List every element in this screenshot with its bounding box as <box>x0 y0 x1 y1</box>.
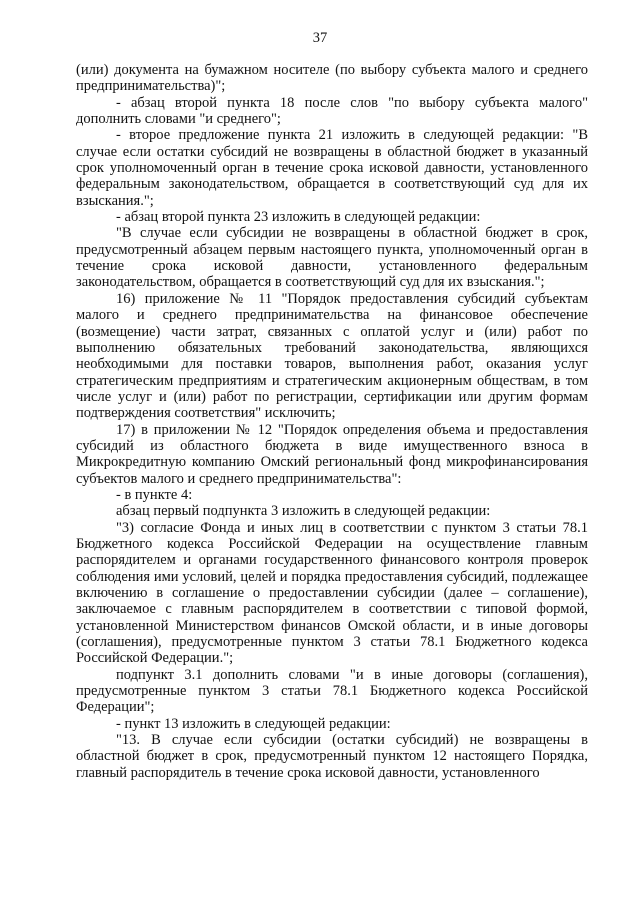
paragraph-appendix-11: 16) приложение № 11 "Порядок предоставления субсидий субъектам малого и среднего предпринимательства на финансовое обеспечение (возмещение) части затрат, связанных с оплатой услуг и (или) работ по выполнению обязательных требований законодательства, являющихся необходимыми для поставки товаров, выполнения работ, оказания услуг стратегическим предприятиям и стратегическим акционерным обществам, в том числе услуг и (или) работ по регистрации, сертификации или другим формам подтверждения соответствия" исключить; <box>76 290 588 422</box>
paragraph-subpoint-3-1: подпункт 3.1 дополнить словами "и в иные договоры (соглашения), предусмотренные пунктом 3 статьи 78.1 Бюджетного кодекса Российской Федерации"; <box>76 666 588 716</box>
document-body <box>76 62 588 781</box>
paragraph-item-23-text: "В случае если субсидии не возвращены в областной бюджет в срок, предусмотренный абзацем первым настоящего пункта, уполномоченный орган в течение срока исковой давности, установленного федеральным законодательством, обращается в соответствующий суд для их взыскания."; <box>76 225 588 291</box>
paragraph-appendix-12: 17) в приложении № 12 "Порядок определения объема и предоставления субсидий из областного бюджета в виде имущественного взноса в Микрокредитную компанию Омский региональный фонд микрофинансирования субъектов малого и среднего предпринимательства": <box>76 421 588 487</box>
page-number: 37 <box>312 30 328 46</box>
paragraph-item-21: - второе предложение пункта 21 изложить в следующей редакции: "В случае если остатки субсидий не возвращены в областной бюджет в указанный срок уполномоченный орган в течение срока исковой давности, установленного федеральным законодательством, обращается в соответствующий суд для их взыскания."; <box>76 127 588 209</box>
paragraph-point-13-intro: - пункт 13 изложить в следующей редакции: <box>116 715 391 732</box>
paragraph-item-18: - абзац второй пункта 18 после слов "по выбору субъекта малого" дополнить словами "и среднего"; <box>76 94 588 128</box>
paragraph-point-4: - в пункте 4: <box>116 486 193 503</box>
paragraph-point-13-text: "13. В случае если субсидии (остатки субсидий) не возвращены в областной бюджет в срок, предусмотренный пунктом 12 настоящего Порядка, главный распорядитель в течение срока исковой давности, установленного <box>76 732 588 781</box>
paragraph-subpoint-3-intro: абзац первый подпункта 3 изложить в следующей редакции: <box>116 503 491 520</box>
paragraph-subpoint-3-text: "3) согласие Фонда и иных лиц в соответствии с пунктом 3 статьи 78.1 Бюджетного кодекса Российской Федерации на осуществление главным распорядителем и органами государственного финансового контроля проверок соблюдения ими условий, целей и порядка предоставления субсидий, подлежащее включению в соглашение о предоставлении субсидии (далее – соглашение), заключаемое с главным распорядителем в соответствии с типовой формой, установленной Министерством финансов Омской области, и в иные договоры (соглашения), предусмотренные пунктом 3 статьи 78.1 Бюджетного кодекса Российской Федерации."; <box>76 519 588 667</box>
paragraph-item-23-intro: - абзац второй пункта 23 изложить в следующей редакции: <box>116 209 481 226</box>
paragraph-continuation: (или) документа на бумажном носителе (по выбору субъекта малого и среднего предпринимательства)"; <box>76 62 588 95</box>
